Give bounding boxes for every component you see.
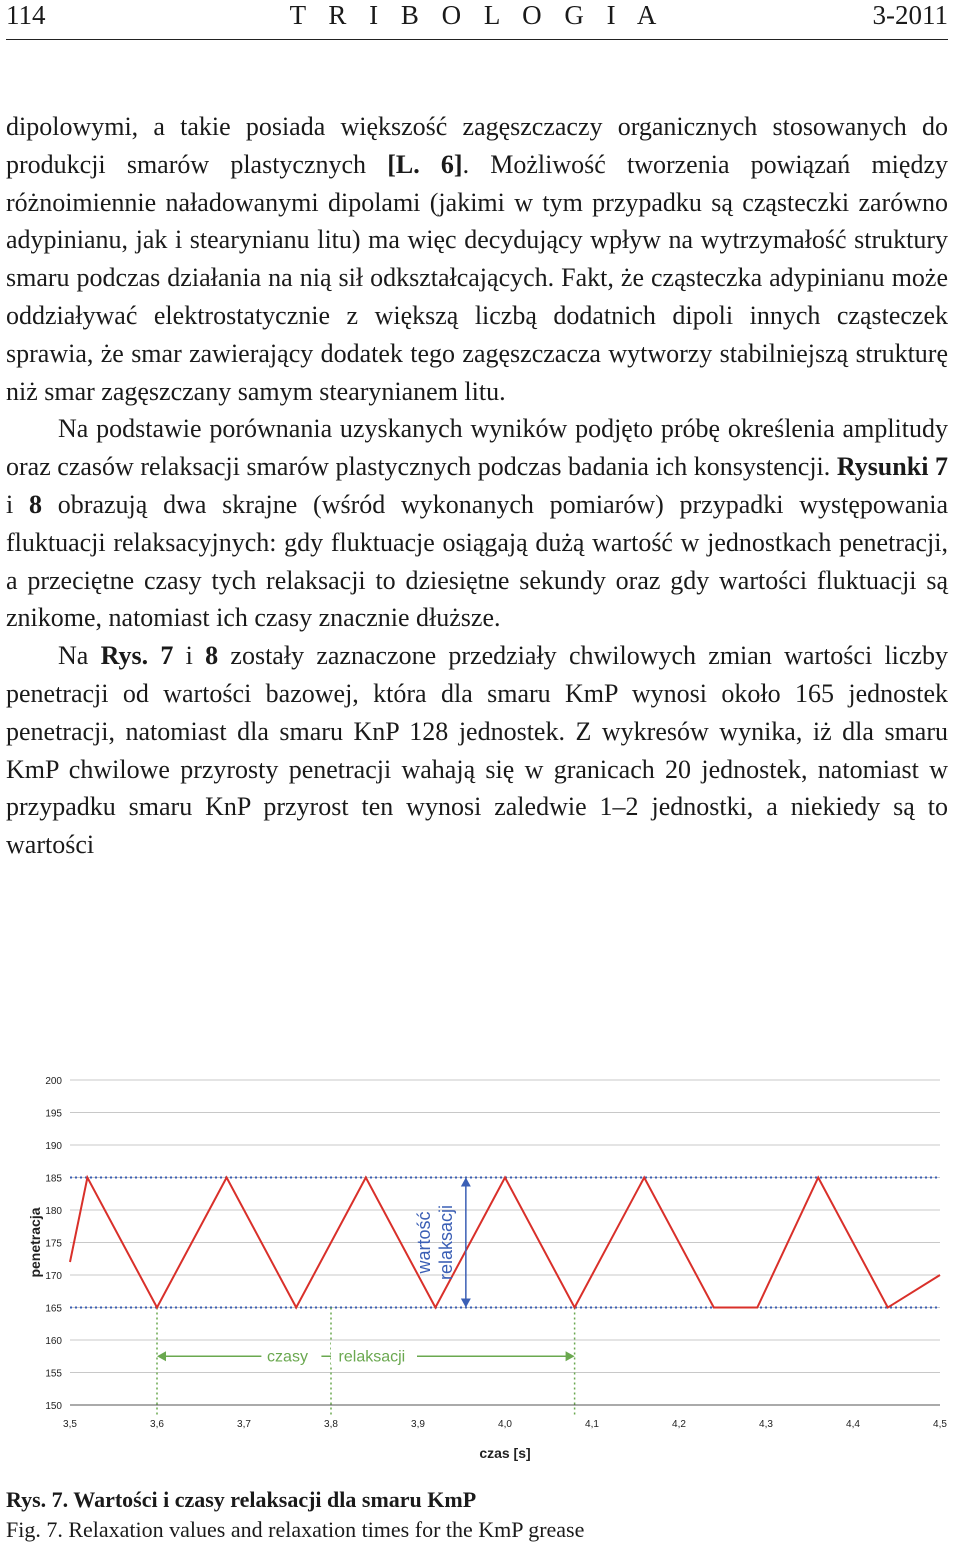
time-label-1: czasy bbox=[267, 1348, 308, 1366]
y-tick-label: 200 bbox=[45, 1076, 62, 1087]
p3-bold-7: 7 bbox=[160, 641, 174, 671]
p2-text-d: i bbox=[6, 489, 30, 519]
p1-text: dipolowymi, a takie posiada większość zagęszczaczy organicznych stosowanych do produkcji smarów plastycznych bbox=[6, 112, 948, 179]
reference-citation: [L. 6] bbox=[387, 149, 463, 179]
y-tick-label: 150 bbox=[45, 1401, 62, 1412]
y-axis-label: penetracja bbox=[27, 1207, 43, 1278]
x-tick-label: 3,9 bbox=[411, 1419, 425, 1430]
page-header bbox=[6, 0, 948, 40]
p3-text-c bbox=[148, 641, 160, 670]
time-label-2: relaksacji bbox=[338, 1348, 406, 1366]
x-tick-label: 3,5 bbox=[63, 1419, 77, 1430]
y-tick-label: 190 bbox=[45, 1141, 62, 1152]
p2-text-e: obrazują dwa skrajne (wśród wykonanych pomiarów) przypadki występowania fluktuacji relaksacyjnych: gdy fluktuacje osiągają dużą wartość w jednostkach penetracji, a przeciętne czasy tych relaksacji to dziesiętne sekundy oraz gdy wartości fluktuacji są znikome, natomiast ich czasy znacznie dłuższe. bbox=[6, 489, 948, 633]
y-tick-label: 170 bbox=[45, 1271, 62, 1282]
caption-english: Fig. 7. Relaxation values and relaxation times for the KmP grease bbox=[6, 1517, 585, 1542]
paragraph-3 bbox=[6, 637, 948, 864]
p3-bold-8: 8 bbox=[205, 641, 219, 671]
amplitude-label-1: wartość bbox=[413, 1211, 434, 1274]
x-tick-label: 4,1 bbox=[585, 1419, 599, 1430]
p3-text-e: zostały zaznaczone przedziały chwilowych zmian wartości liczby penetracji od wartości bazowej, która dla smaru KmP wynosi około 165 jednostek penetracji, natomiast dla smaru KnP 128 jednostek. Z wykresów wynika, iż dla smaru KmP chwilowe przyrosty penetracji wahają się w granicach 20 jednostek, natomiast w przypadku smaru KnP przyrost ten wynosi zaledwie 1–2 jednostki, a niekiedy są to wartości bbox=[6, 641, 948, 860]
issue-number: 3-2011 bbox=[872, 0, 948, 30]
p3-text-a: Na bbox=[58, 641, 101, 671]
penetration-chart bbox=[0, 1060, 960, 1470]
amplitude-arrow-head-top bbox=[461, 1178, 471, 1187]
journal-title: T R I B O L O G I A bbox=[289, 0, 665, 30]
paragraph-1 bbox=[6, 108, 948, 410]
article-body bbox=[6, 108, 948, 864]
x-tick-label: 4,4 bbox=[846, 1419, 860, 1430]
y-tick-label: 180 bbox=[45, 1206, 62, 1217]
y-tick-label: 155 bbox=[45, 1368, 62, 1380]
figure-7 bbox=[0, 1060, 960, 1470]
p3-bold-rys: Rys. bbox=[100, 641, 149, 671]
y-tick-label: 165 bbox=[45, 1303, 62, 1315]
y-tick-label: 160 bbox=[45, 1336, 62, 1347]
p1-rest: . Możliwość tworzenia powiązań między różnoimiennie naładowanymi dipolami (jakimi w tym przypadku są cząsteczki zarówno adypinianu, jak i stearynianu litu) ma więc decydujący wpływ na wytrzymałość struktury smaru podczas działania na nią sił odkształcających. Fakt, że cząsteczka adypinianu może oddziaływać elektrostatycznie z większą liczbą dodatnich dipoli innych cząsteczek sprawia, że smar zawierający dodatek tego zagęszczacza wytworzy stabilniejszą strukturę niż smar zagęszczany samym stearynianem litu. bbox=[6, 149, 948, 406]
x-tick-label: 4,5 bbox=[933, 1419, 947, 1430]
p2-text-c bbox=[928, 452, 935, 481]
x-tick-label: 4,3 bbox=[759, 1419, 773, 1430]
paragraph-2 bbox=[6, 410, 948, 637]
time-arrow-head-right bbox=[566, 1351, 575, 1361]
p3-text-d: i bbox=[173, 641, 206, 671]
page-number: 114 bbox=[6, 0, 46, 30]
x-tick-label: 4,2 bbox=[672, 1419, 686, 1430]
x-tick-label: 3,8 bbox=[324, 1419, 338, 1430]
amplitude-arrow-head-bottom bbox=[461, 1299, 471, 1308]
p2-bold-8: 8 bbox=[29, 489, 43, 519]
p2-bold-7: 7 bbox=[935, 452, 948, 482]
x-axis-label: czas [s] bbox=[479, 1445, 531, 1461]
y-tick-label: 175 bbox=[45, 1238, 62, 1250]
y-tick-label: 185 bbox=[45, 1173, 62, 1185]
y-tick-label: 195 bbox=[45, 1108, 62, 1120]
time-arrow-head-left bbox=[157, 1351, 166, 1361]
p2-text-a: Na podstawie porównania uzyskanych wyników podjęto próbę określenia amplitudy oraz czasów relaksacji smarów plastycznych podczas badania ich konsystencji. bbox=[6, 414, 948, 482]
caption-polish: Rys. 7. Wartości i czasy relaksacji dla smaru KmP bbox=[6, 1487, 477, 1512]
x-tick-label: 4,0 bbox=[498, 1419, 512, 1430]
figure-caption bbox=[6, 1485, 584, 1545]
amplitude-label-2: relaksacji bbox=[435, 1204, 456, 1281]
x-tick-label: 3,6 bbox=[150, 1419, 164, 1430]
p2-bold-rysunki: Rysunki bbox=[836, 452, 929, 482]
header-rule bbox=[6, 39, 948, 40]
x-tick-label: 3,7 bbox=[237, 1419, 251, 1430]
